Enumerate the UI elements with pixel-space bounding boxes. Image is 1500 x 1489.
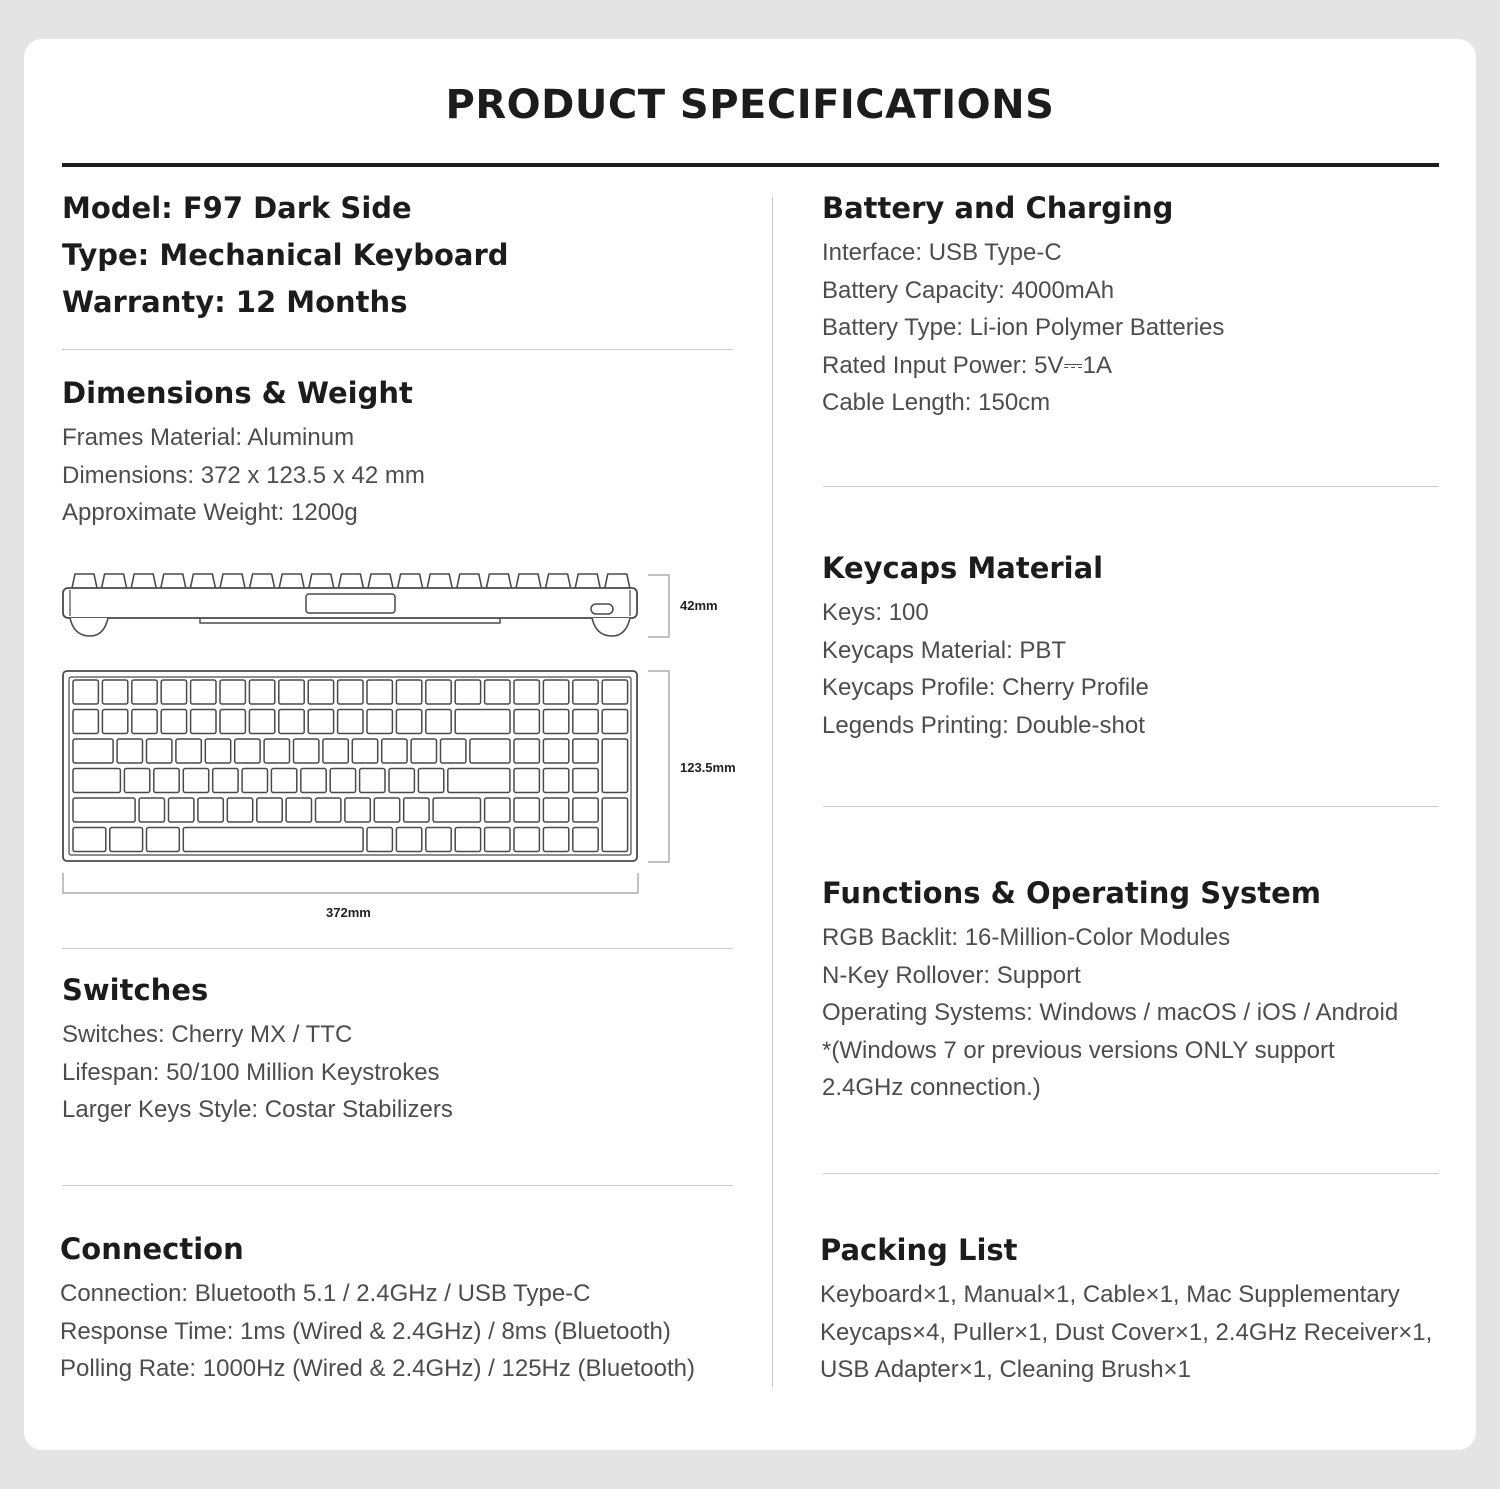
section-heading: Functions & Operating System: [822, 876, 1322, 910]
spec-line: Keyboard×1, Manual×1, Cable×1, Mac Supplementary: [820, 1281, 1400, 1308]
connection-section: [60, 1229, 695, 1388]
spec-line: Larger Keys Style: Costar Stabilizers: [62, 1096, 453, 1123]
keycaps-section: [822, 548, 1149, 744]
spec-line: USB Adapter×1, Cleaning Brush×1: [820, 1356, 1191, 1383]
spec-line: Battery Capacity: 4000mAh: [822, 276, 1115, 304]
spec-line: Switches: Cherry MX / TTC: [62, 1021, 353, 1048]
spec-line: Dimensions: 372 x 123.5 x 42 mm: [62, 461, 425, 489]
spec-line: *(Windows 7 or previous versions ONLY support: [822, 1036, 1335, 1064]
column-divider: [772, 197, 773, 1387]
divider: [62, 1185, 733, 1186]
model-line: Model: F97 Dark Side: [62, 191, 412, 225]
spec-line: Keycaps Profile: Cherry Profile: [822, 674, 1149, 701]
section-heading: Battery and Charging: [822, 191, 1174, 225]
spec-line: Connection: Bluetooth 5.1 / 2.4GHz / USB Type-C: [60, 1280, 591, 1307]
spec-line: Cable Length: 150cm: [822, 389, 1051, 416]
spec-line: Interface: USB Type-C: [822, 239, 1062, 266]
spec-line: Polling Rate: 1000Hz (Wired & 2.4GHz) / 125Hz (Bluetooth): [60, 1355, 695, 1382]
spec-line: Response Time: 1ms (Wired & 2.4GHz) / 8ms (Bluetooth): [60, 1317, 671, 1345]
spec-line: Keycaps Material: PBT: [822, 636, 1067, 664]
spec-line: N-Key Rollover: Support: [822, 961, 1081, 989]
type-line: Type: Mechanical Keyboard: [62, 238, 509, 272]
switches-section: [62, 970, 453, 1129]
depth-dimension-label: 123.5mm: [680, 760, 736, 775]
spec-line: RGB Backlit: 16-Million-Color Modules: [822, 924, 1231, 951]
divider: [62, 948, 733, 949]
divider: [823, 806, 1439, 807]
divider: [823, 486, 1439, 487]
keyboard-top-view: [0, 0, 760, 900]
spec-line: Keys: 100: [822, 599, 929, 626]
spec-line: 2.4GHz connection.): [822, 1074, 1041, 1101]
section-heading: Packing List: [820, 1233, 1018, 1267]
spec-line: Lifespan: 50/100 Million Keystrokes: [62, 1058, 440, 1086]
functions-section: [822, 873, 1398, 1107]
height-dimension-label: 42mm: [680, 598, 718, 613]
spec-line: Legends Printing: Double-shot: [822, 711, 1145, 739]
divider: [823, 1173, 1439, 1174]
section-heading: Switches: [62, 973, 209, 1007]
section-heading: Connection: [60, 1232, 244, 1266]
spec-line: Battery Type: Li-ion Polymer Batteries: [822, 314, 1225, 341]
spec-line: Keycaps×4, Puller×1, Dust Cover×1, 2.4GHz Receiver×1,: [820, 1318, 1433, 1346]
width-dimension-label: 372mm: [326, 905, 371, 920]
packing-section: [820, 1230, 1432, 1389]
warranty-line: Warranty: 12 Months: [62, 285, 408, 319]
section-heading: Dimensions & Weight: [62, 376, 413, 410]
spec-line: Operating Systems: Windows / macOS / iOS / Android: [822, 999, 1399, 1026]
section-heading: Keycaps Material: [822, 551, 1104, 585]
spec-line: Approximate Weight: 1200g: [62, 499, 358, 526]
page-title: PRODUCT SPECIFICATIONS: [445, 82, 1055, 128]
spec-line: Rated Input Power: 5V⎓1A: [822, 351, 1112, 379]
battery-section: [822, 188, 1224, 422]
spec-line: Frames Material: Aluminum: [62, 424, 355, 451]
